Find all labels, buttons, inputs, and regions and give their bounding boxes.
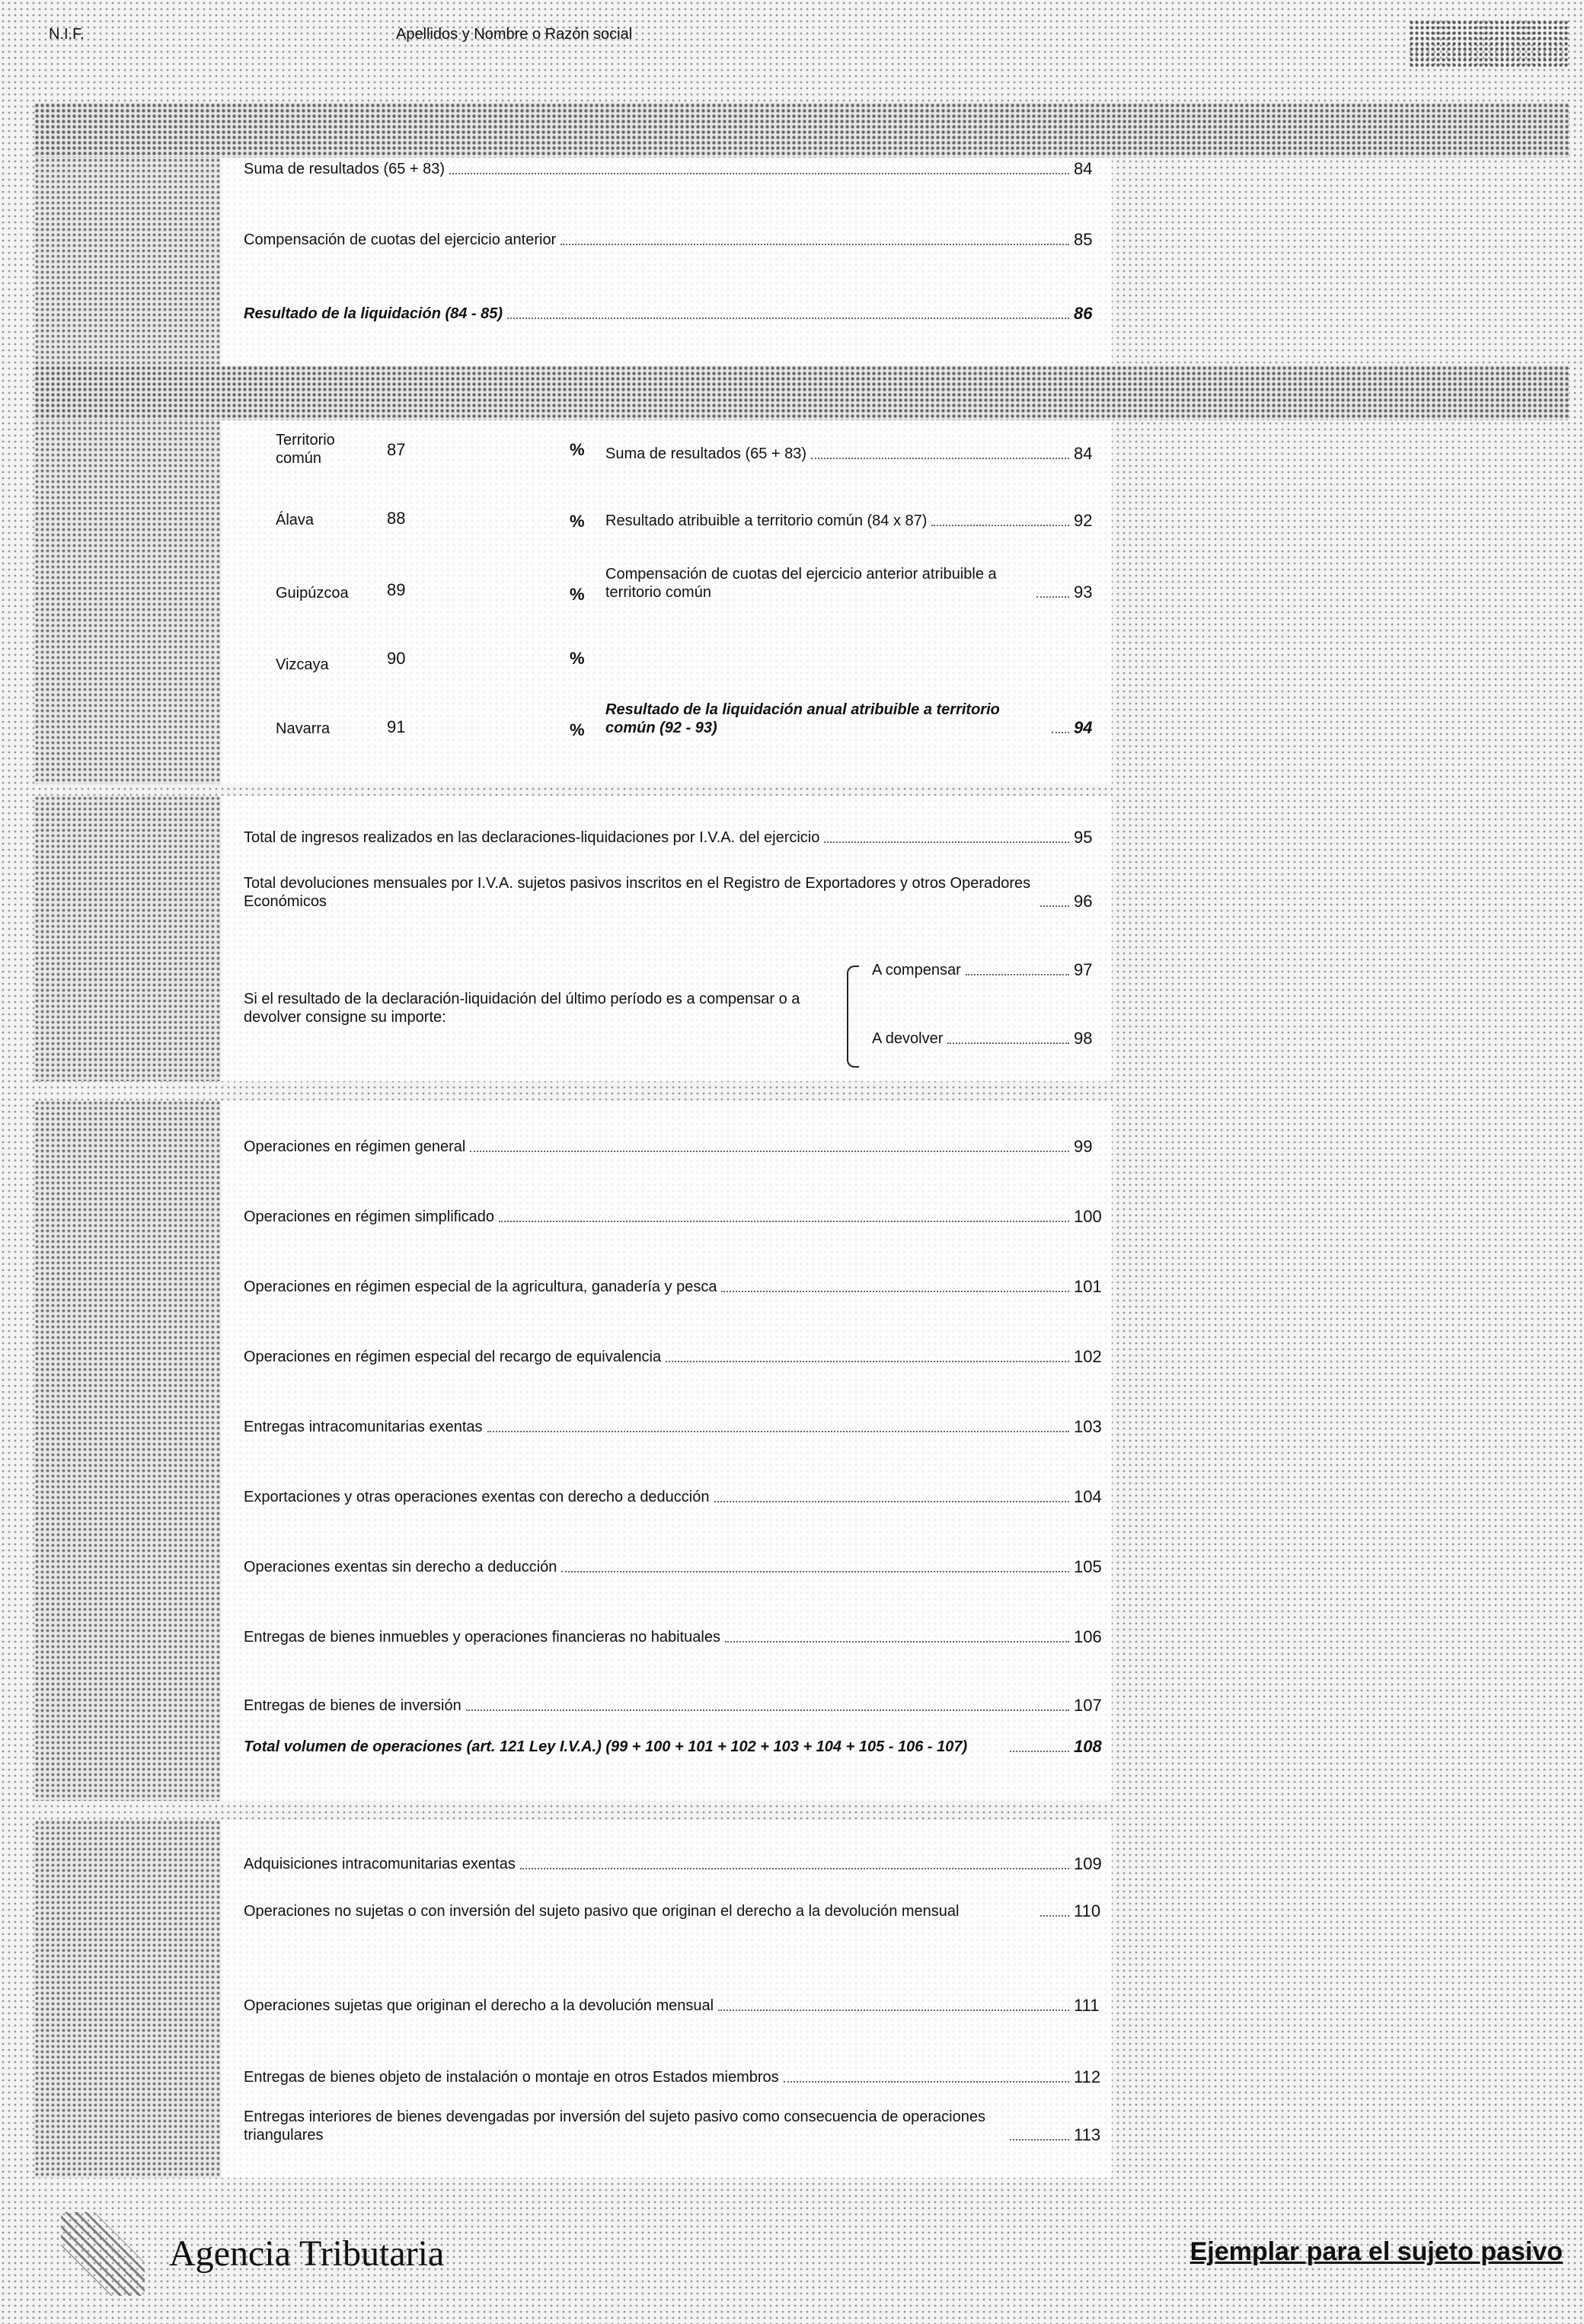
num-84b: 84 [1074,444,1093,463]
num-107: 107 [1074,1696,1102,1715]
nif-label: N.I.F. [49,26,85,43]
pct-87: % [570,440,585,459]
box-107[interactable] [244,1697,1104,1715]
num-85: 85 [1074,230,1093,249]
label-99: Operaciones en régimen general [244,1138,466,1155]
box-85[interactable] [244,231,1104,249]
label-112: Entregas de bienes objeto de instalación o montaje en otros Estados miembros [244,2069,779,2086]
num-96: 96 [1074,892,1093,911]
num-95: 95 [1074,828,1093,847]
num-98: 98 [1074,1029,1093,1048]
box-105[interactable] [244,1558,1104,1576]
box-111[interactable] [244,1997,1104,2015]
num-113: 113 [1074,2125,1101,2144]
territory-guipuzcoa-label: Guipúzcoa [276,585,349,602]
section-a-panel [221,158,1112,366]
num-101: 101 [1074,1277,1102,1296]
nif-field[interactable] [1409,20,1569,67]
num-88: 88 [387,509,406,528]
section-c-side [34,796,221,1081]
section-a-side [34,158,221,366]
label-102: Operaciones en régimen especial del recargo de equivalencia [244,1349,662,1365]
section-d-side [34,1100,221,1801]
num-102: 102 [1074,1347,1102,1366]
num-112: 112 [1074,2067,1101,2086]
num-90: 90 [387,649,406,668]
territory-navarra-label: Navarra [276,720,331,737]
label-109: Adquisiciones intracomunitarias exentas [244,1856,516,1872]
num-99: 99 [1074,1137,1093,1156]
label-106: Entregas de bienes inmuebles y operaciones financieras no habituales [244,1629,720,1646]
num-106: 106 [1074,1627,1102,1646]
agency-name: Agencia Tributaria [169,2233,445,2274]
box-84b[interactable] [605,445,1104,463]
box-109[interactable] [244,1855,1104,1873]
agency-logo-icon [61,2212,145,2296]
label-97-98: Si el resultado de la declaración-liquidación del último período es a compensar o a devolver consigne su importe: [244,991,800,1026]
section-a-header [34,103,1569,158]
label-94: Resultado de la liquidación anual atribuible a territorio común (92 - 93) [605,701,1000,736]
num-111: 111 [1074,1996,1100,2015]
box-100[interactable] [244,1208,1104,1226]
num-86: 86 [1074,304,1093,323]
label-86: Resultado de la liquidación (84 - 85) [244,305,503,322]
num-103: 103 [1074,1417,1102,1436]
num-108: 108 [1074,1737,1102,1756]
label-84: Suma de resultados (65 + 83) [244,161,446,177]
label-96: Total devoluciones mensuales por I.V.A. sujetos pasivos inscritos en el Registro de Exportadores y otros Operadores Económicos [244,875,1031,910]
num-92: 92 [1074,511,1093,530]
box-104[interactable] [244,1488,1104,1506]
label-100: Operaciones en régimen simplificado [244,1208,495,1225]
num-110: 110 [1074,1901,1101,1920]
label-110: Operaciones no sujetas o con inversión del sujeto pasivo que originan el derecho a la devolución mensual [244,1903,960,1920]
box-108[interactable] [244,1738,1104,1756]
num-89: 89 [387,580,406,599]
num-91: 91 [387,717,406,736]
box-113[interactable] [244,2108,1104,2144]
box-102[interactable] [244,1348,1104,1366]
num-84: 84 [1074,159,1093,178]
territory-comun-label: Territorio común [276,432,335,467]
box-97[interactable] [872,961,1104,979]
box-99[interactable] [244,1138,1104,1156]
pct-90: % [570,649,585,668]
label-95: Total de ingresos realizados en las declaraciones-liquidaciones por I.V.A. del ejercicio [244,829,820,846]
num-104: 104 [1074,1487,1102,1506]
num-105: 105 [1074,1557,1102,1576]
label-101: Operaciones en régimen especial de la agricultura, ganadería y pesca [244,1279,717,1295]
num-87: 87 [387,440,406,459]
label-98: A devolver [872,1030,944,1047]
box-112[interactable] [244,2068,1104,2086]
num-97: 97 [1074,960,1093,979]
box-110[interactable] [244,1902,1104,1920]
box-95[interactable] [244,828,1104,847]
section-b-side [34,420,221,784]
label-84b: Suma de resultados (65 + 83) [605,445,807,462]
box-101[interactable] [244,1278,1104,1296]
box-92[interactable] [605,512,1104,530]
box-86[interactable] [244,305,1104,323]
pct-89: % [570,585,585,604]
label-85: Compensación de cuotas del ejercicio anterior [244,231,557,248]
label-107: Entregas de bienes de inversión [244,1697,461,1714]
label-113: Entregas interiores de bienes devengadas por inversión del sujeto pasivo como consecuencia de operaciones triangulares [244,2109,985,2144]
label-97: A compensar [872,962,961,978]
box-103[interactable] [244,1418,1104,1436]
copy-label: Ejemplar para el sujeto pasivo [1190,2237,1563,2266]
num-109: 109 [1074,1854,1102,1873]
label-105: Operaciones exentas sin derecho a deducción [244,1559,557,1575]
box-98[interactable] [872,1030,1104,1048]
territory-alava-label: Álava [276,512,315,528]
label-93: Compensación de cuotas del ejercicio anterior atribuible a territorio común [605,566,997,601]
pct-88: % [570,512,585,531]
box-93[interactable] [605,565,1104,602]
section-e-side [34,1820,221,2178]
box-94[interactable] [605,701,1104,737]
box-96[interactable] [244,874,1104,911]
territory-vizcaya-label: Vizcaya [276,656,329,673]
pct-91: % [570,720,585,739]
label-108: Total volumen de operaciones (art. 121 Ley I.V.A.) (99 + 100 + 101 + 102 + 103 + 104 + 105 - 106 - 107) [244,1738,968,1755]
label-104: Exportaciones y otras operaciones exentas con derecho a deducción [244,1489,710,1505]
label-103: Entregas intracomunitarias exentas [244,1419,483,1435]
num-94: 94 [1074,718,1093,737]
num-93: 93 [1074,583,1093,602]
box-106[interactable] [244,1628,1104,1646]
label-92: Resultado atribuible a territorio común (84 x 87) [605,512,928,529]
label-111: Operaciones sujetas que originan el derecho a la devolución mensual [244,1997,714,2014]
section-b-header [34,366,1569,420]
box-84[interactable] [244,160,1104,178]
section-d-panel [221,1100,1112,1801]
bracket [847,966,859,1068]
num-100: 100 [1074,1207,1102,1226]
name-label: Apellidos y Nombre o Razón social [396,26,633,43]
